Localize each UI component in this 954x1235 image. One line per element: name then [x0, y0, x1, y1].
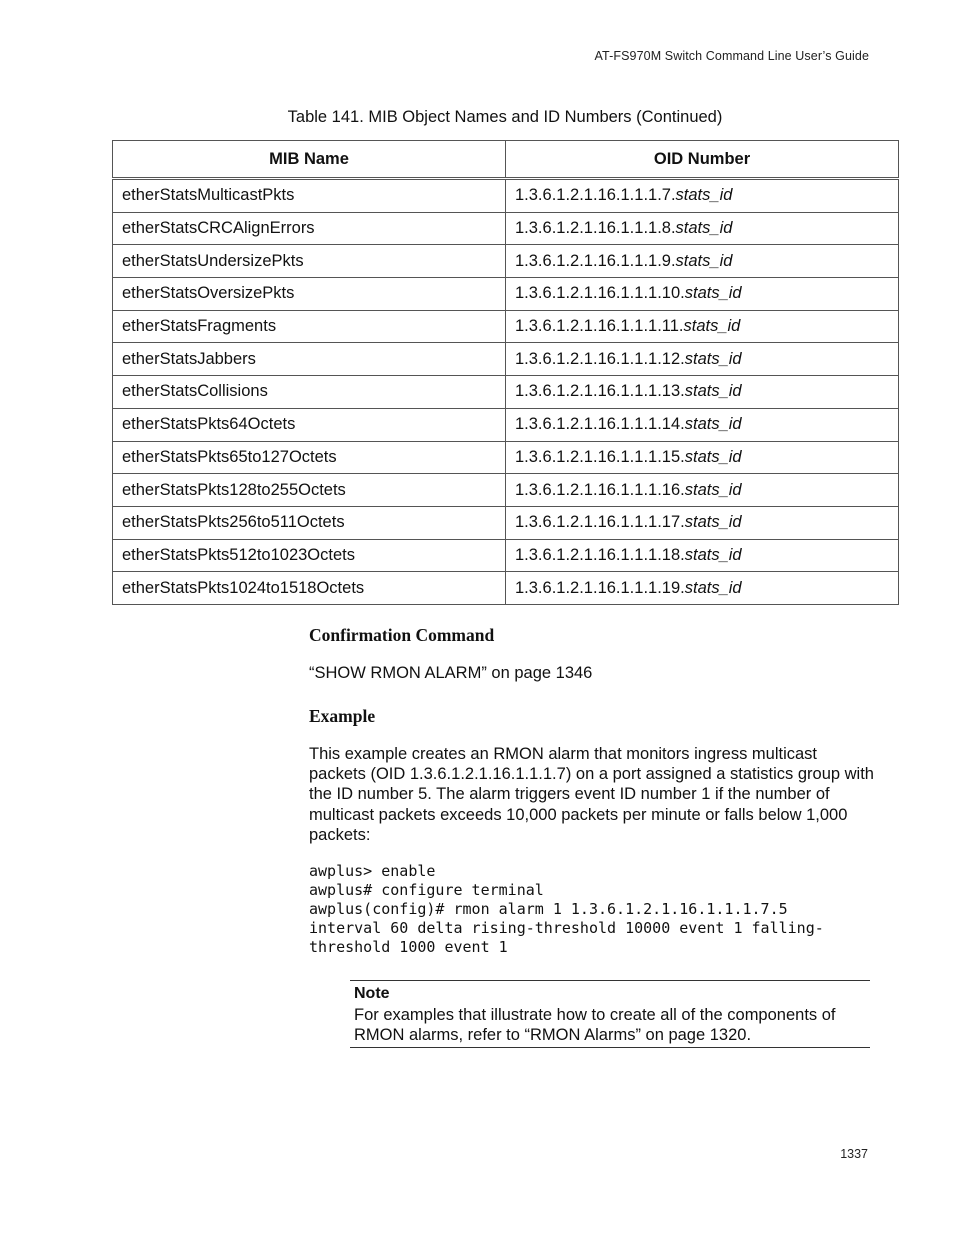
- oid-number-cell: [506, 278, 899, 311]
- oid-base: 1.3.6.1.2.1.16.1.1.1.9.: [515, 251, 676, 270]
- mib-name-cell: etherStatsPkts128to255Octets: [113, 474, 506, 507]
- example-code-block: [309, 862, 824, 957]
- oid-number-cell: [506, 539, 899, 572]
- mib-name-cell: etherStatsPkts1024to1518Octets: [113, 572, 506, 605]
- table-row: [113, 408, 899, 441]
- table-row: [113, 343, 899, 376]
- note-box: [350, 980, 870, 1048]
- oid-suffix: stats_id: [684, 349, 742, 368]
- running-header: AT-FS970M Switch Command Line User’s Guide: [594, 49, 869, 63]
- oid-base: 1.3.6.1.2.1.16.1.1.1.17.: [515, 513, 685, 532]
- mib-name-cell: etherStatsUndersizePkts: [113, 245, 506, 278]
- table-row: [113, 376, 899, 409]
- mib-name-cell: etherStatsPkts65to127Octets: [113, 441, 506, 474]
- column-header-oid-number: OID Number: [506, 141, 899, 179]
- example-heading: Example: [309, 706, 376, 726]
- oid-number-cell: [506, 572, 899, 605]
- oid-number-cell: [506, 408, 899, 441]
- table-header-row: [113, 141, 899, 179]
- oid-number-cell: [506, 376, 899, 409]
- mib-name-cell: etherStatsCollisions: [113, 376, 506, 409]
- table-row: [113, 506, 899, 539]
- confirmation-heading: Confirmation Command: [309, 625, 495, 645]
- oid-suffix: stats_id: [684, 513, 742, 532]
- oid-suffix: stats_id: [684, 578, 742, 597]
- oid-base: 1.3.6.1.2.1.16.1.1.1.19.: [515, 578, 685, 597]
- oid-number-cell: [506, 245, 899, 278]
- code-line: threshold 1000 event 1: [309, 938, 508, 956]
- mib-name-cell: etherStatsPkts256to511Octets: [113, 506, 506, 539]
- mib-name-cell: etherStatsFragments: [113, 310, 506, 343]
- oid-number-cell: [506, 506, 899, 539]
- table-row: [113, 441, 899, 474]
- oid-base: 1.3.6.1.2.1.16.1.1.1.12.: [515, 349, 685, 368]
- code-line: awplus(config)# rmon alarm 1 1.3.6.1.2.1.16.1.1.1.7.5: [309, 900, 788, 918]
- oid-base: 1.3.6.1.2.1.16.1.1.1.13.: [515, 382, 685, 401]
- oid-base: 1.3.6.1.2.1.16.1.1.1.7.: [515, 186, 676, 205]
- oid-suffix: stats_id: [684, 382, 742, 401]
- code-line: awplus> enable: [309, 862, 436, 880]
- mib-name-cell: etherStatsPkts512to1023Octets: [113, 539, 506, 572]
- oid-base: 1.3.6.1.2.1.16.1.1.1.14.: [515, 415, 685, 434]
- oid-number-cell: [506, 441, 899, 474]
- oid-suffix: stats_id: [684, 545, 742, 564]
- oid-base: 1.3.6.1.2.1.16.1.1.1.18.: [515, 545, 685, 564]
- table-row: [113, 212, 899, 245]
- mib-name-cell: etherStatsMulticastPkts: [113, 179, 506, 213]
- mib-name-cell: etherStatsJabbers: [113, 343, 506, 376]
- oid-number-cell: [506, 310, 899, 343]
- mib-name-cell: etherStatsOversizePkts: [113, 278, 506, 311]
- table-row: [113, 474, 899, 507]
- table-row: [113, 572, 899, 605]
- oid-base: 1.3.6.1.2.1.16.1.1.1.8.: [515, 219, 676, 238]
- oid-suffix: stats_id: [675, 186, 733, 205]
- confirmation-link-text: “SHOW RMON ALARM” on page 1346: [309, 664, 593, 682]
- example-paragraph: This example creates an RMON alarm that monitors ingress multicast packets (OID 1.3.6.1.2.1.16.1.1.1.7) on a port assigned a statistics group with the ID number 5. The alarm triggers event ID number 1 if the number of multicast packets exceeds 10,000 packets per minute or falls below 1,000 packets:: [309, 745, 874, 844]
- code-line: interval 60 delta rising-threshold 10000 event 1 falling-: [309, 919, 824, 937]
- oid-suffix: stats_id: [684, 284, 742, 303]
- code-line: awplus# configure terminal: [309, 881, 544, 899]
- oid-base: 1.3.6.1.2.1.16.1.1.1.11.: [515, 317, 684, 336]
- table-row: [113, 179, 899, 213]
- oid-suffix: stats_id: [675, 219, 733, 238]
- mib-table: [112, 140, 899, 605]
- oid-suffix: stats_id: [684, 447, 742, 466]
- page-number: 1337: [840, 1147, 868, 1161]
- table-row: [113, 539, 899, 572]
- table-row: [113, 245, 899, 278]
- oid-base: 1.3.6.1.2.1.16.1.1.1.16.: [515, 480, 685, 499]
- oid-number-cell: [506, 343, 899, 376]
- oid-base: 1.3.6.1.2.1.16.1.1.1.10.: [515, 284, 685, 303]
- column-header-mib-name: MIB Name: [113, 141, 506, 179]
- table-row: [113, 310, 899, 343]
- oid-number-cell: [506, 179, 899, 213]
- table-caption: Table 141. MIB Object Names and ID Numbers (Continued): [287, 108, 723, 126]
- oid-number-cell: [506, 212, 899, 245]
- oid-base: 1.3.6.1.2.1.16.1.1.1.15.: [515, 447, 685, 466]
- oid-suffix: stats_id: [683, 317, 741, 336]
- mib-name-cell: etherStatsPkts64Octets: [113, 408, 506, 441]
- oid-number-cell: [506, 474, 899, 507]
- mib-name-cell: etherStatsCRCAlignErrors: [113, 212, 506, 245]
- table-body: [113, 179, 899, 605]
- oid-suffix: stats_id: [684, 480, 742, 499]
- note-text: For examples that illustrate how to create all of the components of RMON alarms, refer to “RMON Alarms” on page 1320.: [354, 1006, 836, 1044]
- oid-suffix: stats_id: [684, 415, 742, 434]
- oid-suffix: stats_id: [675, 251, 733, 270]
- table-row: [113, 278, 899, 311]
- note-title: Note: [354, 985, 390, 1002]
